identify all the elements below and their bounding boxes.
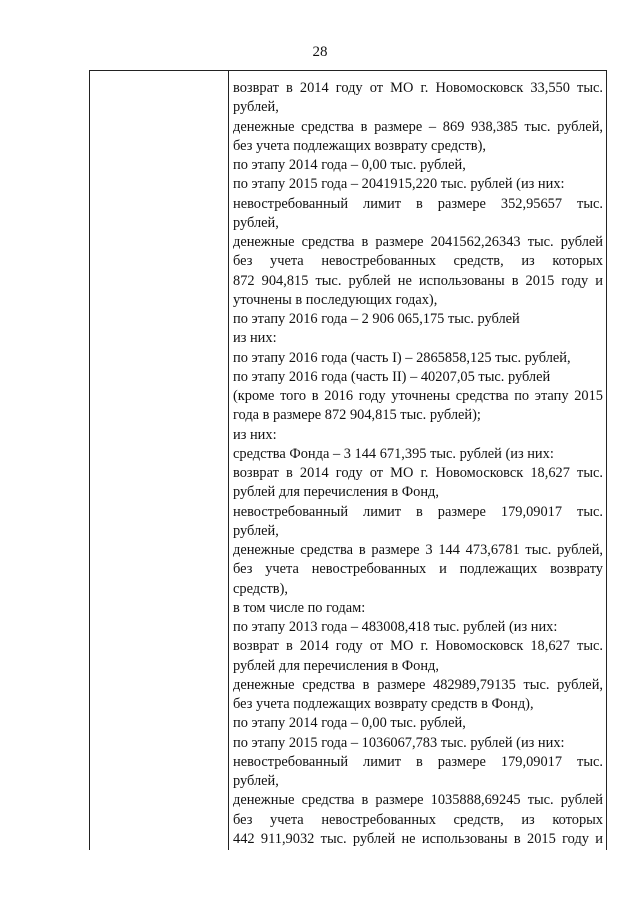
text-line: без учета невостребованных и подлежащих возврату [233, 561, 603, 578]
text-line: средства Фонда – 3 144 671,395 тыс. рублей (из них: [233, 445, 554, 462]
text-line: по этапу 2016 года (часть I) – 2865858,125 тыс. рублей, [233, 349, 571, 366]
text-line: уточнены в последующих годах), [233, 291, 438, 308]
text-line: 872 904,815 тыс. рублей не использованы в 2015 году и [233, 272, 603, 289]
text-line: рублей, [233, 214, 279, 231]
text-line: (кроме того в 2016 году уточнены средства по этапу 2015 [233, 388, 603, 404]
text-line: рублей, [233, 773, 279, 789]
text-line: по этапу 2015 года – 1036067,783 тыс. рублей (из них: [233, 734, 565, 751]
page-number: 28 [312, 44, 328, 60]
text-line: без учета подлежащих возврату средств в Фонд), [233, 696, 534, 712]
text-line: рублей для перечисления в Фонд, [233, 657, 439, 674]
text-line: года в размере 872 904,815 тыс. рублей); [233, 407, 481, 424]
text-line: невостребованный лимит в размере 179,09017 тыс. [233, 503, 603, 520]
text-line: по этапу 2013 года – 483008,418 тыс. рублей (из них: [233, 619, 558, 635]
text-line: рублей, [233, 522, 279, 539]
text-line: невостребованный лимит в размере 352,95657 тыс. [233, 195, 603, 212]
table-left-cell [90, 71, 229, 850]
text-line: денежные средства в размере 2041562,26343 тыс. рублей [233, 234, 603, 250]
text-line: возврат в 2014 году от МО г. Новомосковск 18,627 тыс. [233, 638, 603, 655]
text-line: денежные средства в размере – 869 938,385 тыс. рублей, [233, 118, 603, 135]
text-line: по этапу 2015 года – 2041915,220 тыс. рублей (из них: [233, 176, 565, 193]
text-line: в том числе по годам: [233, 599, 366, 616]
text-line: невостребованный лимит в размере 179,09017 тыс. [233, 753, 603, 770]
text-line: денежные средства в размере 3 144 473,6781 тыс. рублей, [233, 542, 603, 558]
text-line: по этапу 2014 года – 0,00 тыс. рублей, [233, 715, 466, 732]
text-line: денежные средства в размере 1035888,69245 тыс. рублей [233, 792, 603, 809]
text-line: рублей, [233, 99, 279, 116]
text-line: денежные средства в размере 482989,79135 тыс. рублей, [233, 676, 603, 693]
text-line: из них: [233, 330, 277, 347]
text-line: 442 911,9032 тыс. рублей не использованы в 2015 году и [233, 830, 603, 847]
text-line: без учета подлежащих возврату средств), [233, 137, 486, 154]
text-line: из них: [233, 426, 277, 443]
text-line: по этапу 2016 года – 2 906 065,175 тыс. рублей [233, 311, 520, 327]
text-line: без учета невостребованных средств, из которых [233, 811, 603, 828]
text-line: по этапу 2016 года (часть II) – 40207,05 тыс. рублей [233, 368, 551, 385]
table-right-cell [233, 79, 603, 849]
text-line: возврат в 2014 году от МО г. Новомосковск 33,550 тыс. [233, 80, 603, 96]
document-table [89, 70, 607, 850]
text-line: средств), [233, 580, 288, 597]
text-line: возврат в 2014 году от МО г. Новомосковск 18,627 тыс. [233, 465, 603, 481]
text-line: рублей для перечисления в Фонд, [233, 484, 439, 501]
text-line: без учета невостребованных средств, из которых [233, 253, 603, 270]
text-line: по этапу 2014 года – 0,00 тыс. рублей, [233, 157, 466, 173]
